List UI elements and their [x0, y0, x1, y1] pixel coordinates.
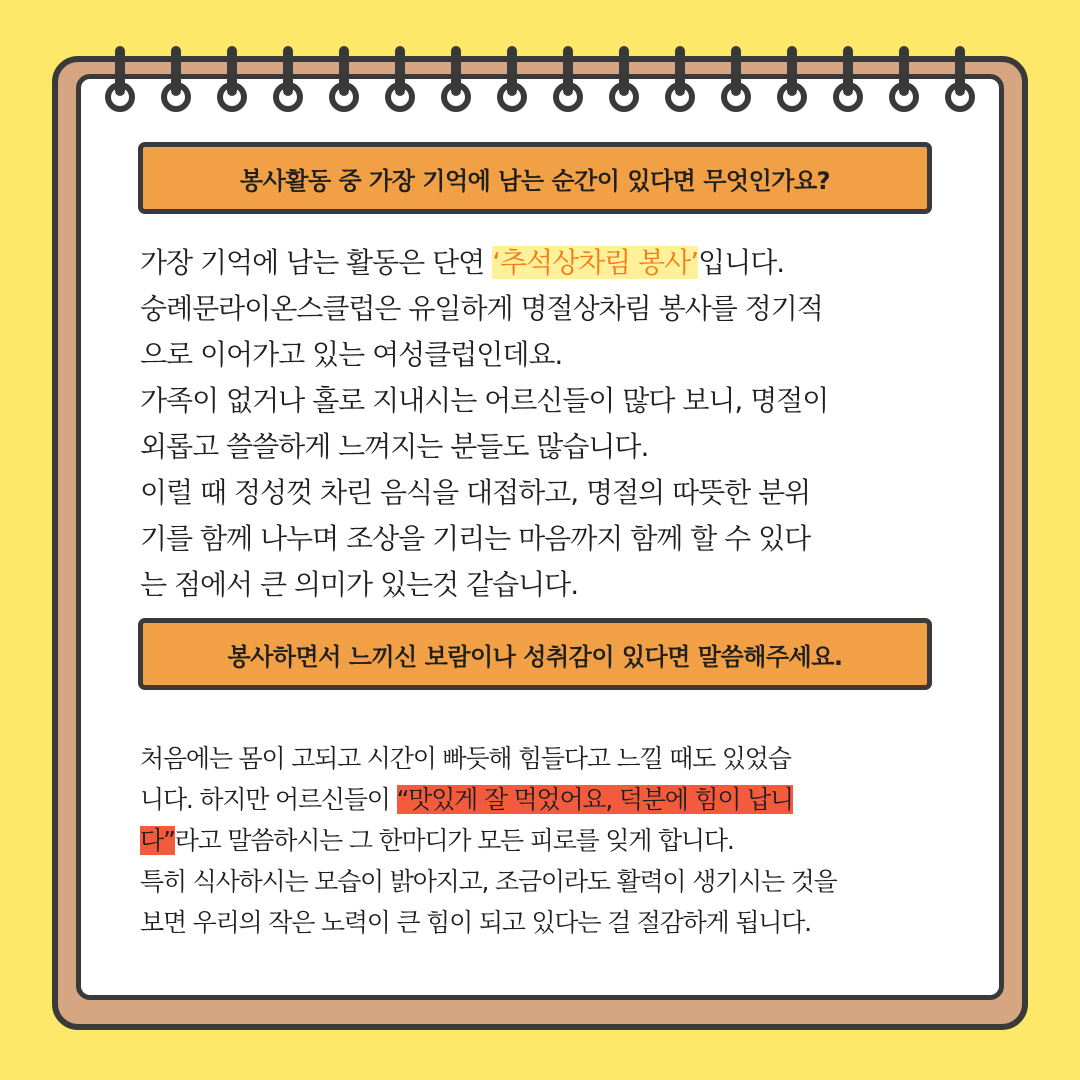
highlight-chuseok-service: ‘추석상차림 봉사’	[492, 246, 699, 279]
highlight-quote-part-2: 다”	[140, 826, 175, 855]
binding-wire	[339, 46, 349, 96]
answer-2-line-4: 특히 식사하시는 모습이 밝아지고, 조금이라도 활력이 생기시는 것을	[140, 867, 837, 896]
binding-wire	[451, 46, 461, 96]
binding-ring	[326, 46, 362, 126]
binding-ring	[830, 46, 866, 126]
binding-wire	[395, 46, 405, 96]
binding-ring	[942, 46, 978, 126]
question-1-text: 봉사활동 중 가장 기억에 남는 순간이 있다면 무엇인가요?	[239, 166, 831, 195]
question-2-text: 봉사하면서 느끼신 보람이나 성취감이 있다면 말씀해주세요.	[227, 642, 843, 671]
answer-1-line-1-after: 입니다.	[698, 246, 785, 279]
answer-1-line-7: 기를 함께 나누며 조상을 기리는 마음까지 함께 할 수 있다	[140, 522, 811, 555]
highlight-quote-part-1: “맛있게 잘 먹었어요, 덕분에 힘이 납니	[396, 785, 793, 814]
answer-1-line-2: 숭례문라이온스클럽은 유일하게 명절상차림 봉사를 정기적	[140, 292, 823, 325]
binding-wire	[787, 46, 797, 96]
binding-wire	[115, 46, 125, 96]
binding-wire	[507, 46, 517, 96]
answer-1-line-1-before: 가장 기억에 남는 활동은 단연	[140, 246, 493, 279]
binding-wire	[283, 46, 293, 96]
question-1-box	[138, 142, 932, 214]
binding-ring	[382, 46, 418, 126]
binding-ring	[886, 46, 922, 126]
answer-1-line-3: 으로 이어가고 있는 여성클럽인데요.	[140, 338, 563, 371]
answer-2-line-1: 처음에는 몸이 고되고 시간이 빠듯해 힘들다고 느낄 때도 있었습	[140, 744, 791, 773]
binding-wire	[171, 46, 181, 96]
answer-1	[140, 240, 940, 608]
binding-wire	[675, 46, 685, 96]
answer-1-line-8: 는 점에서 큰 의미가 있는것 같습니다.	[140, 568, 579, 601]
binding-ring	[438, 46, 474, 126]
binding-ring	[606, 46, 642, 126]
answer-1-line-4: 가족이 없거나 홀로 지내시는 어르신들이 많다 보니, 명절이	[140, 384, 829, 417]
binding-wire	[955, 46, 965, 96]
binding-ring	[214, 46, 250, 126]
binding-ring	[774, 46, 810, 126]
binding-ring	[270, 46, 306, 126]
binding-ring	[494, 46, 530, 126]
answer-2-line-3	[140, 820, 940, 861]
binding-wire	[619, 46, 629, 96]
binding-ring	[662, 46, 698, 126]
binding-wire	[563, 46, 573, 96]
answer-2-line-5: 보면 우리의 작은 노력이 큰 힘이 되고 있다는 걸 절감하게 됩니다.	[140, 908, 811, 937]
binding-ring	[550, 46, 586, 126]
binding-ring	[718, 46, 754, 126]
answer-1-line-5: 외롭고 쓸쓸하게 느껴지는 분들도 많습니다.	[140, 430, 649, 463]
answer-2-line-2	[140, 779, 940, 820]
answer-1-line-6: 이럴 때 정성껏 차린 음식을 대접하고, 명절의 따뜻한 분위	[140, 476, 811, 509]
binding-ring	[158, 46, 194, 126]
binding-wire	[227, 46, 237, 96]
binding-wire	[843, 46, 853, 96]
answer-2-line-2-before: 니다. 하지만 어르신들이	[140, 785, 397, 814]
binding-wire	[899, 46, 909, 96]
question-2-box	[138, 618, 932, 690]
answer-2	[140, 738, 940, 943]
spiral-binding	[0, 0, 1080, 140]
answer-1-line-1	[140, 240, 940, 286]
answer-2-line-3-after: 라고 말씀하시는 그 한마디가 모든 피로를 잊게 합니다.	[174, 826, 734, 855]
binding-wire	[731, 46, 741, 96]
binding-ring	[102, 46, 138, 126]
